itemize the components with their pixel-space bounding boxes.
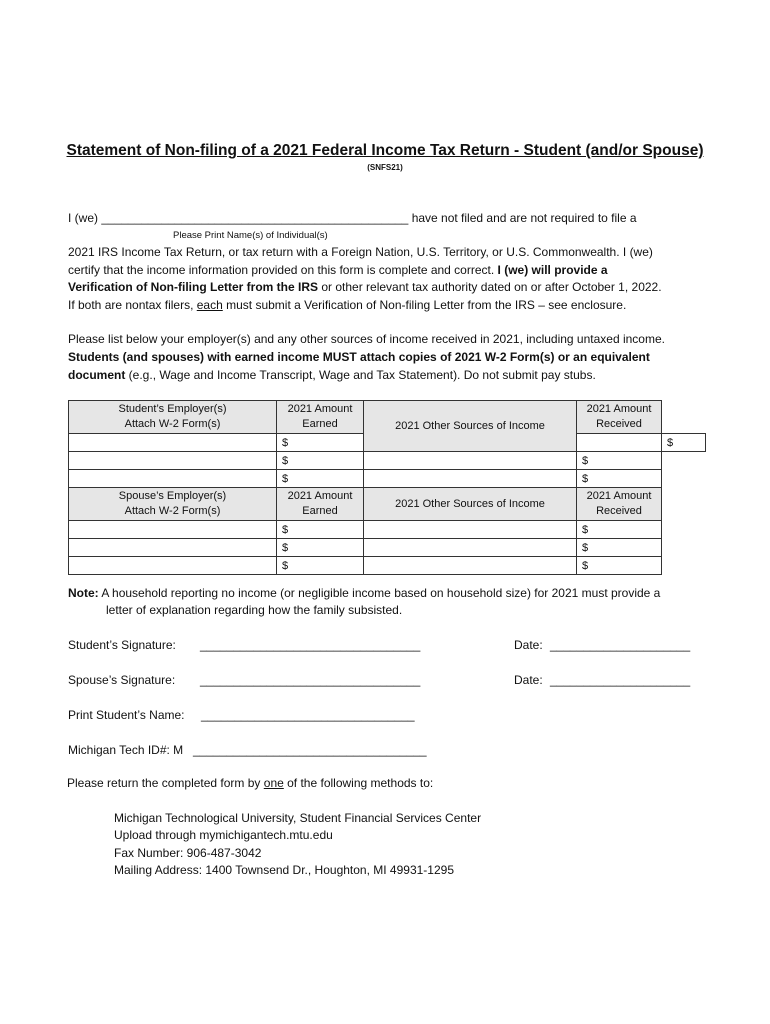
- student-header-row: [69, 401, 706, 434]
- student-employer-header: Student’s Employer(s) Attach W-2 Form(s): [69, 401, 277, 434]
- student-other-cell[interactable]: [364, 470, 577, 488]
- form-code: (SNFS21): [367, 163, 403, 172]
- intro-line-3-a: certify that the income information provided on this form is complete and correct.: [68, 263, 498, 277]
- student-signature-label: Student’s Signature:: [68, 638, 176, 652]
- i-we-text: I (we): [68, 211, 98, 225]
- income-table: [68, 400, 706, 575]
- list-instructions-3: [68, 368, 596, 382]
- student-date-field[interactable]: _____________________: [550, 638, 691, 652]
- student-received-cell[interactable]: $: [577, 470, 662, 488]
- spouse-amount-cell[interactable]: $: [277, 539, 364, 557]
- print-name-field[interactable]: ________________________________: [201, 708, 415, 722]
- list-instructions-2: Students (and spouses) with earned income MUST attach copies of 2021 W-2 Form(s) or an equivalent: [68, 350, 650, 364]
- list-instructions-3-b: (e.g., Wage and Income Transcript, Wage and Tax Statement). Do not submit pay stubs.: [125, 368, 596, 382]
- student-other-cell[interactable]: [577, 434, 662, 452]
- intro-line-5-a: If both are nontax filers,: [68, 298, 197, 312]
- spouse-employer-cell[interactable]: [69, 539, 277, 557]
- note-label: Note:: [68, 586, 99, 600]
- spouse-date-label: Date:: [514, 673, 543, 687]
- address-line-1: Michigan Technological University, Student Financial Services Center: [114, 811, 482, 825]
- table-row: [69, 557, 706, 575]
- tech-id-field[interactable]: ___________________________________: [193, 743, 427, 757]
- table-row: [69, 470, 706, 488]
- return-text-b: of the following methods to:: [283, 776, 434, 790]
- return-one: one: [263, 776, 284, 790]
- spouse-other-cell[interactable]: [364, 557, 577, 575]
- list-instructions-1: Please list below your employer(s) and any other sources of income received in 2021, including untaxed income.: [68, 332, 665, 346]
- student-received-cell[interactable]: $: [662, 434, 706, 452]
- spouse-other-header: 2021 Other Sources of Income: [364, 488, 577, 521]
- spouse-signature-label: Spouse’s Signature:: [68, 673, 176, 687]
- spouse-other-cell[interactable]: [364, 521, 577, 539]
- intro-line-2: 2021 IRS Income Tax Return, or tax return with a Foreign Nation, U.S. Territory, or U.S. Commonwealth. I (we): [68, 245, 653, 259]
- table-row: [69, 539, 706, 557]
- spouse-received-cell[interactable]: $: [577, 521, 662, 539]
- spouse-header-row: [69, 488, 706, 521]
- spouse-amount-cell[interactable]: $: [277, 557, 364, 575]
- student-amount-cell[interactable]: $: [277, 434, 364, 452]
- student-employer-cell[interactable]: [69, 470, 277, 488]
- spouse-employer-header: Spouse’s Employer(s) Attach W-2 Form(s): [69, 488, 277, 521]
- intro-line-4-b: or other relevant tax authority dated on or after October 1, 2022.: [318, 280, 662, 294]
- spouse-amount-header: 2021 Amount Earned: [277, 488, 364, 521]
- spouse-received-cell[interactable]: $: [577, 539, 662, 557]
- spouse-received-header: 2021 Amount Received: [577, 488, 662, 521]
- intro-line-5: [68, 298, 626, 312]
- table-row: [69, 521, 706, 539]
- spouse-employer-cell[interactable]: [69, 521, 277, 539]
- student-signature-field[interactable]: _________________________________: [200, 638, 421, 652]
- note-text-1: A household reporting no income (or negligible income based on household size) for 2021 must provide a: [98, 586, 661, 600]
- student-amount-cell[interactable]: $: [277, 452, 364, 470]
- intro-line-5-each: each: [196, 298, 223, 312]
- name-field[interactable]: ______________________________________________: [101, 211, 409, 225]
- spouse-other-cell[interactable]: [364, 539, 577, 557]
- table-row: [69, 452, 706, 470]
- intro-line-3-b: I (we) will provide a: [497, 263, 608, 277]
- tech-id-label: Michigan Tech ID#: M: [68, 743, 184, 757]
- fax-number: Fax Number: 906-487-3042: [114, 846, 262, 860]
- student-other-cell[interactable]: [364, 452, 577, 470]
- spouse-signature-field[interactable]: _________________________________: [200, 673, 421, 687]
- note-line-1: [68, 586, 660, 600]
- intro-line-3: [68, 263, 608, 277]
- return-text-a: Please return the completed form by: [67, 776, 264, 790]
- intro-line-5-b: must submit a Verification of Non-filing Letter from the IRS – see enclosure.: [222, 298, 627, 312]
- student-amount-header: 2021 Amount Earned: [277, 401, 364, 434]
- spouse-date-field[interactable]: _____________________: [550, 673, 691, 687]
- note-line-2: letter of explanation regarding how the family subsisted.: [106, 603, 403, 617]
- not-filed-text: have not filed and are not required to file a: [411, 211, 637, 225]
- mailing-address: Mailing Address: 1400 Townsend Dr., Houghton, MI 49931-1295: [114, 863, 454, 877]
- print-name-caption: Please Print Name(s) of Individual(s): [173, 230, 328, 241]
- student-date-label: Date:: [514, 638, 543, 652]
- intro-line-1: [68, 211, 637, 225]
- intro-line-4: [68, 280, 662, 294]
- address-line-2: Upload through mymichigantech.mtu.edu: [114, 828, 333, 842]
- spouse-employer-cell[interactable]: [69, 557, 277, 575]
- student-employer-cell[interactable]: [69, 434, 277, 452]
- student-amount-cell[interactable]: $: [277, 470, 364, 488]
- return-instructions: [67, 776, 433, 790]
- student-received-cell[interactable]: $: [577, 452, 662, 470]
- spouse-amount-cell[interactable]: $: [277, 521, 364, 539]
- print-name-label: Print Student’s Name:: [68, 708, 185, 722]
- intro-line-4-a: Verification of Non-filing Letter from the IRS: [68, 280, 319, 294]
- student-received-header: 2021 Amount Received: [577, 401, 662, 434]
- form-title: Statement of Non-filing of a 2021 Federal Income Tax Return - Student (and/or Spouse): [66, 142, 704, 159]
- list-instructions-3-a: document: [68, 368, 126, 382]
- student-employer-cell[interactable]: [69, 452, 277, 470]
- spouse-received-cell[interactable]: $: [577, 557, 662, 575]
- student-other-header: 2021 Other Sources of Income: [364, 401, 577, 452]
